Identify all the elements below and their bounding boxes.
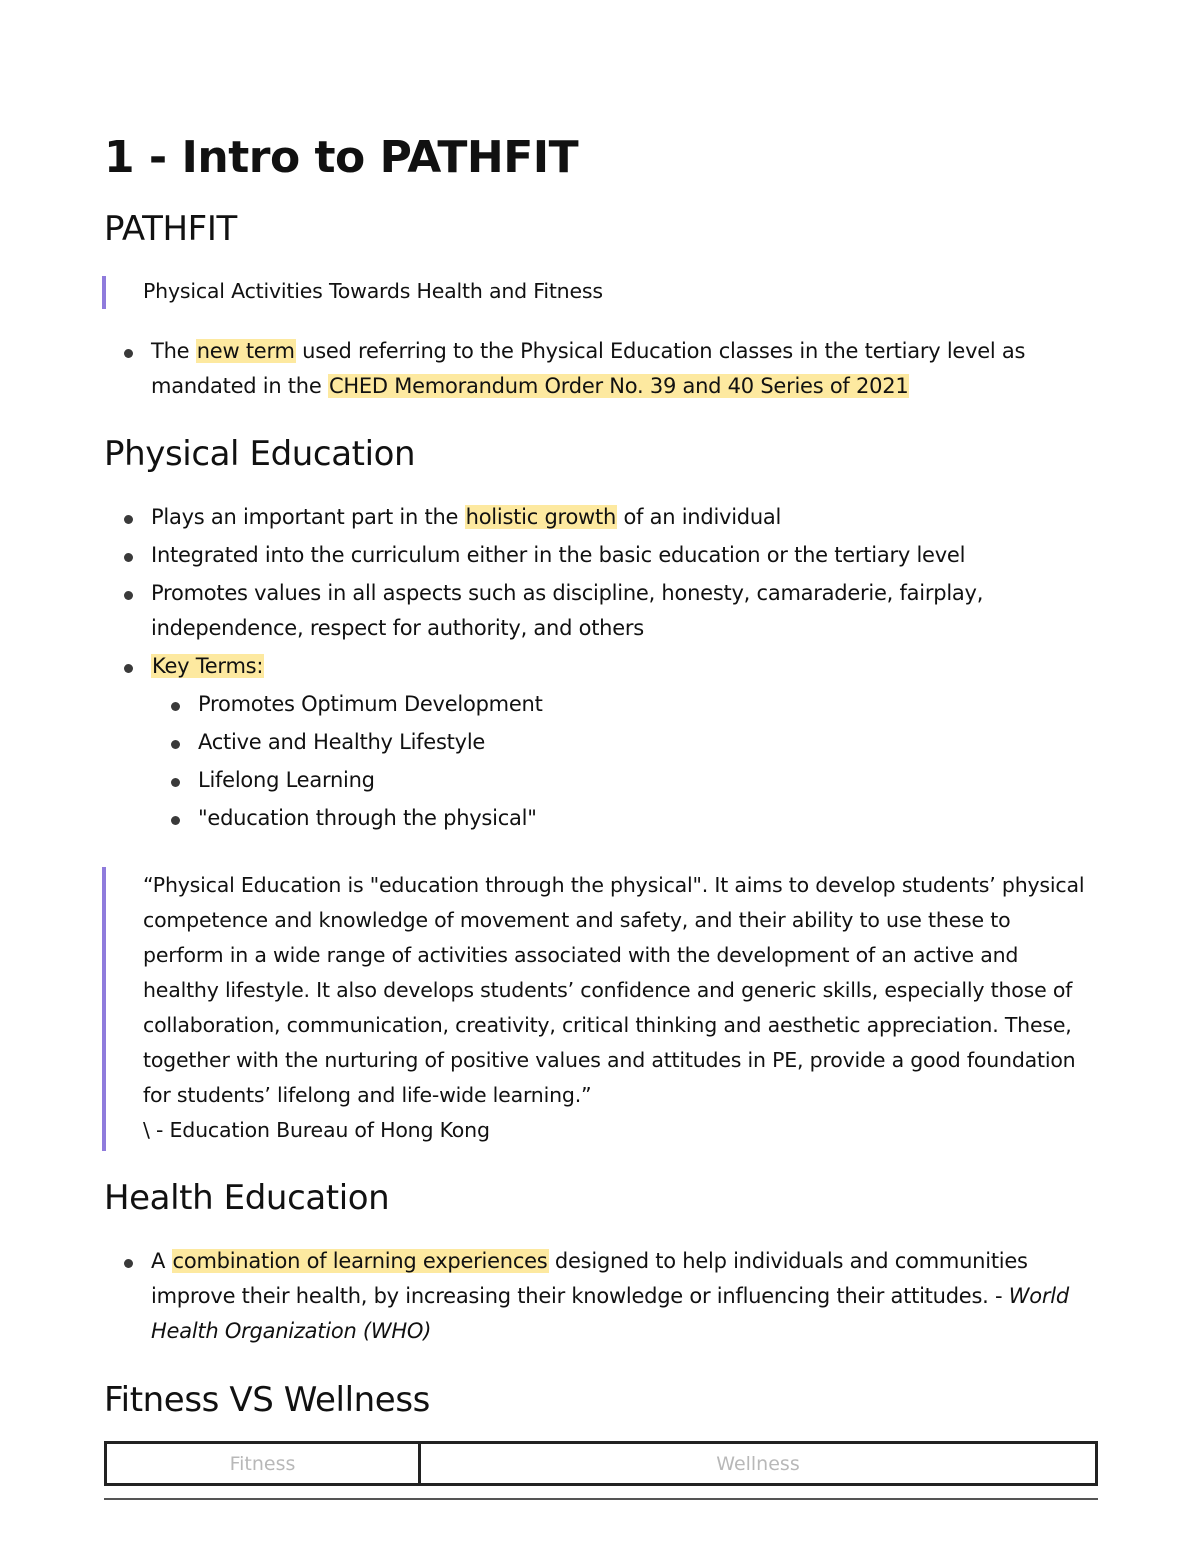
text: designed to help individuals and communities improve their health, by increasing their knowledge or influencing their attitudes. -	[151, 1249, 1028, 1308]
table-header-row	[106, 1443, 1097, 1485]
heading-pathfit: PATHFIT	[104, 209, 237, 249]
highlight-holistic-growth: holistic growth	[465, 505, 617, 529]
pe-quote-block	[143, 868, 1093, 1148]
list-item: Lifelong Learning	[151, 763, 1094, 798]
fitness-wellness-table	[104, 1441, 1098, 1486]
heading-physical-education: Physical Education	[104, 434, 416, 474]
highlight-learning-experiences: combination of learning experiences	[172, 1249, 548, 1273]
highlight-new-term: new term	[196, 339, 295, 363]
list-item: Promotes Optimum Development	[151, 687, 1094, 722]
pathfit-list	[104, 334, 1094, 407]
quote-bar	[102, 867, 106, 1151]
who-attribution: World Health Organization (WHO)	[151, 1284, 1069, 1343]
column-header-wellness: Wellness	[420, 1443, 1097, 1485]
list-item: Integrated into the curriculum either in the basic education or the tertiary level	[104, 538, 1094, 573]
pathfit-definition-quote: Physical Activities Towards Health and Fitness	[143, 279, 603, 303]
he-list	[104, 1244, 1094, 1352]
pe-quote-source: \ - Education Bureau of Hong Kong	[143, 1118, 490, 1142]
highlight-ched-memo: CHED Memorandum Order No. 39 and 40 Series of 2021	[328, 374, 909, 398]
heading-health-education: Health Education	[104, 1178, 390, 1218]
list-item	[104, 334, 1094, 404]
list-item: Active and Healthy Lifestyle	[151, 725, 1094, 760]
quote-bar	[102, 276, 106, 309]
heading-fitness-vs-wellness: Fitness VS Wellness	[104, 1380, 430, 1420]
pe-list	[104, 500, 1094, 839]
list-item-key-terms	[104, 649, 1094, 836]
table-bottom-rule	[104, 1498, 1098, 1500]
text: Plays an important part in the	[151, 505, 465, 529]
text: A	[151, 1249, 172, 1273]
text: used referring to the Physical Education classes in the tertiary level as mandated in the	[151, 339, 1026, 398]
pe-quote-text: “Physical Education is "education through the physical". It aims to develop students’ physical competence and knowledge of movement and safety, and their ability to use these to perform in a wide range of activities associated with the development of an active and healthy lifestyle. It also develops students’ confidence and generic skills, especially those of collaboration, communication, creativity, critical thinking and aesthetic appreciation. These, together with the nurturing of positive values and attitudes in PE, provide a good foundation for students’ lifelong and life-wide learning.”	[143, 873, 1085, 1107]
list-item	[104, 500, 1094, 535]
page-title: 1 - Intro to PATHFIT	[104, 132, 579, 183]
text: The	[151, 339, 196, 363]
highlight-key-terms: Key Terms:	[152, 654, 264, 678]
column-header-fitness: Fitness	[106, 1443, 420, 1485]
list-item: "education through the physical"	[151, 801, 1094, 836]
key-terms-list	[151, 687, 1094, 836]
list-item	[104, 1244, 1094, 1349]
list-item: Promotes values in all aspects such as discipline, honesty, camaraderie, fairplay, independence, respect for authority, and others	[104, 576, 1094, 646]
text: of an individual	[617, 505, 782, 529]
